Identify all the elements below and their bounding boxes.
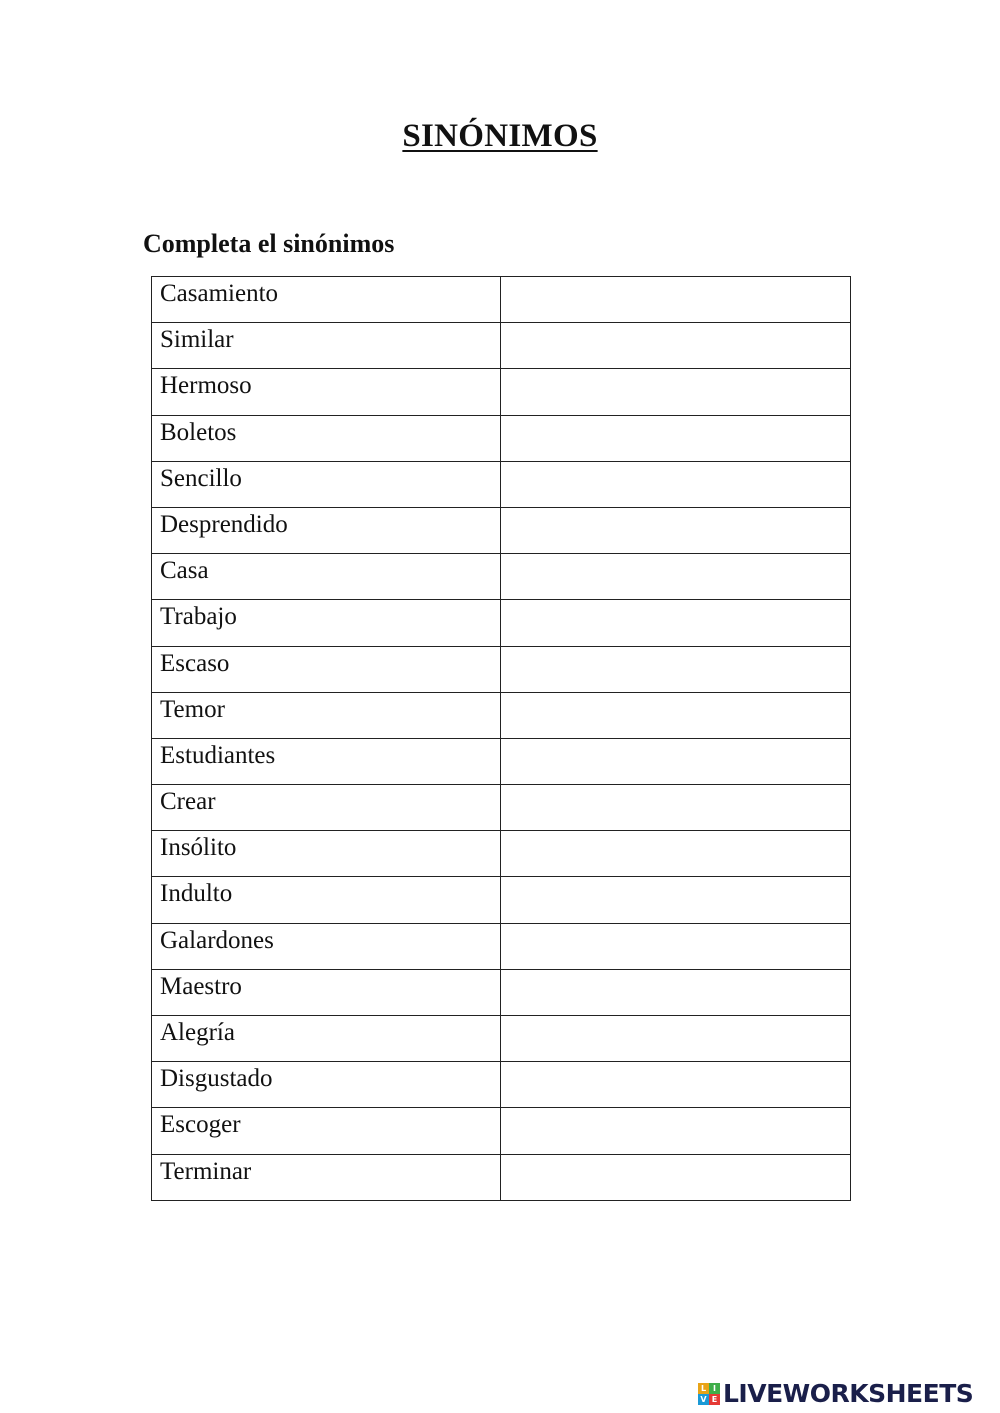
answer-input[interactable] [501,554,850,598]
answer-input[interactable] [501,785,850,829]
answer-cell[interactable] [501,692,851,738]
answer-cell[interactable] [501,369,851,415]
answer-cell[interactable] [501,738,851,784]
word-cell: Desprendido [152,507,501,553]
answer-input[interactable] [501,1155,850,1199]
answer-cell[interactable] [501,415,851,461]
word-cell: Insólito [152,831,501,877]
answer-cell[interactable] [501,1154,851,1200]
logo-letter: L [698,1383,709,1394]
logo-letter: I [709,1383,720,1394]
answer-input[interactable] [501,1062,850,1106]
answer-cell[interactable] [501,1062,851,1108]
table-row [152,923,851,969]
answer-input[interactable] [501,1108,850,1152]
table-row [152,1154,851,1200]
answer-cell[interactable] [501,1108,851,1154]
answer-input[interactable] [501,369,850,413]
answer-cell[interactable] [501,461,851,507]
word-cell: Boletos [152,415,501,461]
table-row [152,969,851,1015]
table-row [152,415,851,461]
answer-input[interactable] [501,877,850,921]
table-row [152,323,851,369]
table-row [152,1062,851,1108]
word-cell: Escoger [152,1108,501,1154]
word-cell: Galardones [152,923,501,969]
answer-cell[interactable] [501,646,851,692]
brand-name: LIVEWORKSHEETS [723,1379,974,1408]
answer-input[interactable] [501,739,850,783]
word-cell: Crear [152,785,501,831]
answer-cell[interactable] [501,277,851,323]
answer-cell[interactable] [501,877,851,923]
answer-cell[interactable] [501,785,851,831]
page-title: SINÓNIMOS [402,118,598,154]
answer-input[interactable] [501,416,850,460]
answer-cell[interactable] [501,1016,851,1062]
answer-input[interactable] [501,600,850,644]
table-row [152,1016,851,1062]
answer-cell[interactable] [501,554,851,600]
word-cell: Disgustado [152,1062,501,1108]
word-cell: Trabajo [152,600,501,646]
answer-cell[interactable] [501,323,851,369]
word-cell: Terminar [152,1154,501,1200]
logo-letter: V [698,1394,709,1405]
word-cell: Maestro [152,969,501,1015]
table-row [152,646,851,692]
table-row [152,461,851,507]
answer-input[interactable] [501,462,850,506]
answer-input[interactable] [501,647,850,691]
table-row [152,554,851,600]
answer-input[interactable] [501,1016,850,1060]
answer-input[interactable] [501,970,850,1014]
word-cell: Temor [152,692,501,738]
answer-cell[interactable] [501,969,851,1015]
answer-input[interactable] [501,323,850,367]
word-cell: Casa [152,554,501,600]
table-row [152,692,851,738]
table-row [152,277,851,323]
answer-cell[interactable] [501,831,851,877]
table-row [152,877,851,923]
table-row [152,738,851,784]
answer-input[interactable] [501,924,850,968]
answer-input[interactable] [501,693,850,737]
table-row [152,831,851,877]
word-cell: Hermoso [152,369,501,415]
word-cell: Casamiento [152,277,501,323]
liveworksheets-brand[interactable] [698,1380,973,1408]
table-row [152,600,851,646]
answer-input[interactable] [501,831,850,875]
word-cell: Indulto [152,877,501,923]
answer-input[interactable] [501,508,850,552]
synonyms-table [151,276,851,1201]
liveworksheets-logo-icon [698,1383,720,1405]
table-row [152,507,851,553]
word-cell: Alegría [152,1016,501,1062]
table-row [152,369,851,415]
word-cell: Escaso [152,646,501,692]
instruction-heading: Completa el sinónimos [143,229,395,258]
logo-letter: E [709,1394,720,1405]
table-row [152,785,851,831]
answer-cell[interactable] [501,923,851,969]
answer-cell[interactable] [501,507,851,553]
word-cell: Estudiantes [152,738,501,784]
table-row [152,1108,851,1154]
answer-cell[interactable] [501,600,851,646]
word-cell: Similar [152,323,501,369]
answer-input[interactable] [501,277,850,321]
word-cell: Sencillo [152,461,501,507]
